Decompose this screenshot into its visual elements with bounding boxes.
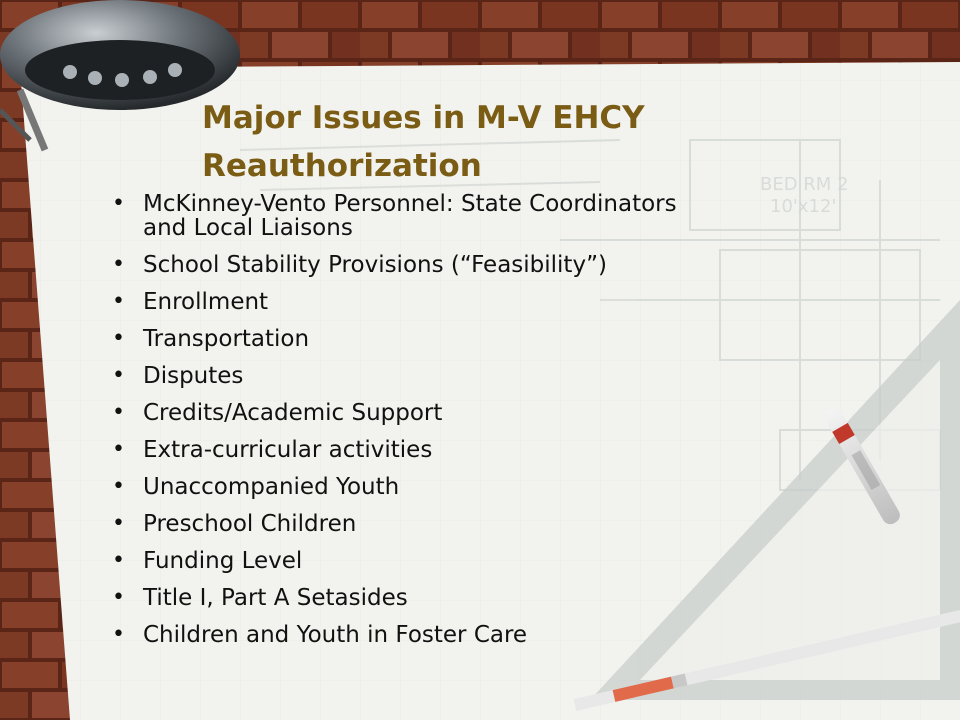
bullet-item-transportation (108, 327, 838, 351)
bullet-item-school-stability (108, 253, 838, 277)
bullet-item-credits (108, 401, 838, 425)
bullet-text: • Unaccompanied Youth (143, 474, 400, 500)
bullet-text: • Children and Youth in Foster Care (143, 622, 528, 648)
bullet-text: • McKinney-Vento Personnel: State Coordinators (143, 191, 677, 217)
bullet-item-unaccompanied-youth (108, 475, 838, 499)
bullet-text: • Title I, Part A Setasides (143, 585, 408, 611)
bullet-item-title-one (108, 586, 838, 610)
bullet-text-continued: and Local Liaisons (143, 215, 353, 241)
bullet-item-preschool (108, 512, 838, 536)
bullet-text: • Enrollment (143, 289, 269, 315)
slide-title-line-2: Reauthorization (202, 148, 482, 184)
bullet-text: • Credits/Academic Support (143, 400, 443, 426)
bullet-text: • Funding Level (143, 548, 303, 574)
bullet-item-disputes (108, 364, 838, 388)
bullet-text: • Disputes (143, 363, 244, 389)
bullet-text: • Extra-curricular activities (143, 437, 433, 463)
slide-title (202, 94, 862, 190)
bullet-item-foster-care (108, 623, 838, 647)
bullet-text: • Preschool Children (143, 511, 357, 537)
svg-text:BED RM 2: BED RM 2 (760, 174, 849, 195)
bullet-item-enrollment (108, 290, 838, 314)
bullet-item-extracurricular (108, 438, 838, 462)
svg-text:10'x12': 10'x12' (770, 196, 837, 217)
slide-title-line-1: Major Issues in M-V EHCY (202, 100, 645, 136)
bullet-item-personnel (108, 192, 838, 240)
bullet-list (108, 192, 838, 660)
bullet-text: • Transportation (143, 326, 310, 352)
bullet-item-funding (108, 549, 838, 573)
bullet-text: • School Stability Provisions (“Feasibility”) (143, 252, 607, 278)
